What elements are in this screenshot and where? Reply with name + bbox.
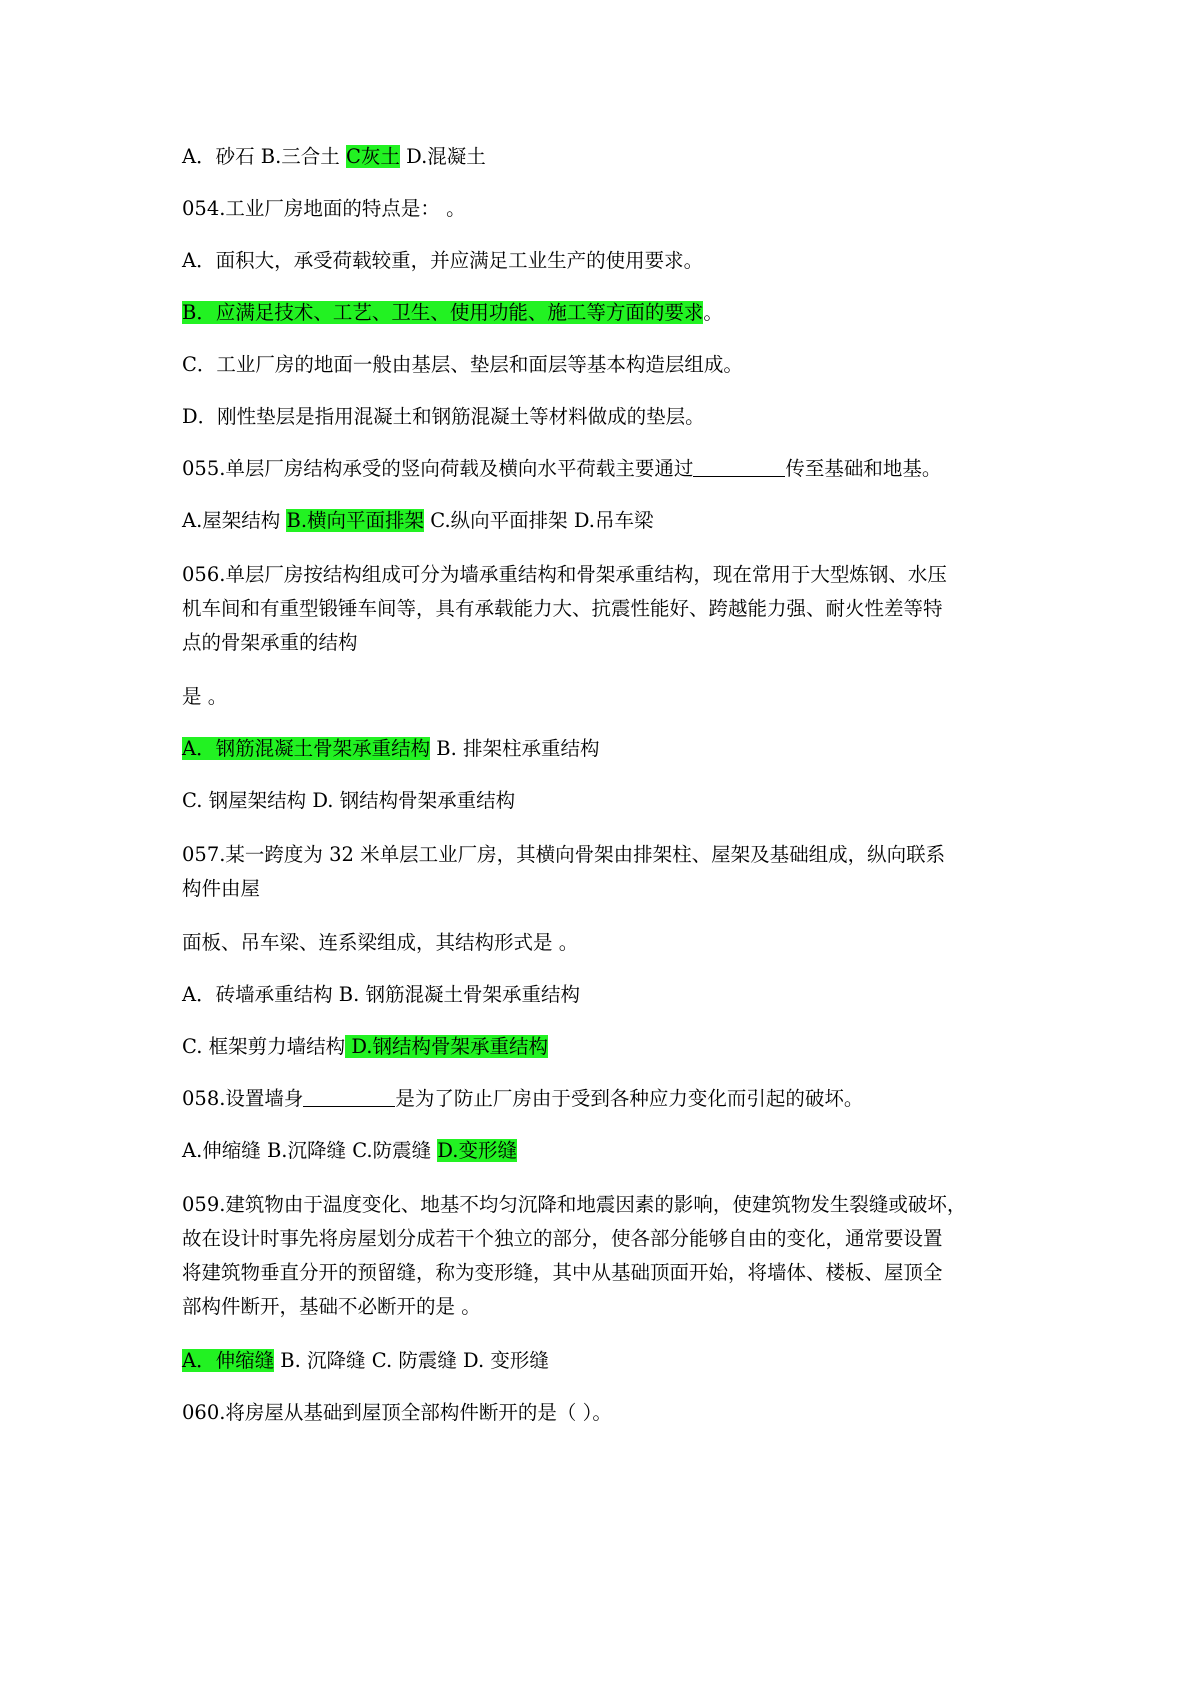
q057-option-c: C. 框架剪力墙结构 (182, 1035, 346, 1058)
q059-stem-line-3: 将建筑物垂直分开的预留缝，称为变形缝，其中从基础顶面开始，将墙体、楼板、屋顶全 (182, 1261, 943, 1284)
q059-stem-line-4: 部构件断开，基础不必断开的是 。 (182, 1295, 481, 1318)
q055-options (182, 506, 1032, 536)
q055-stem (182, 454, 1032, 484)
q053-option-d: D.混凝土 (399, 145, 486, 168)
q059-stem-line-2: 故在设计时事先将房屋划分成若干个独立的部分，使各部分能够自由的变化，通常要设置 (182, 1227, 943, 1250)
q054-option-b-answer: B．应满足技术、工艺、卫生、使用功能、施工等方面的要求 (182, 301, 704, 324)
q055-option-cd: C.纵向平面排架 D.吊车梁 (424, 509, 654, 532)
q058-stem-pre: 058.设置墙身 (182, 1087, 304, 1110)
q058-stem-post: 是为了防止厂房由于受到各种应力变化而引起的破坏。 (395, 1087, 864, 1110)
q055-stem-pre: 055.单层厂房结构承受的竖向荷载及横向水平荷载主要通过 (182, 457, 694, 480)
q057-options-cd (182, 1032, 1032, 1062)
q058-stem (182, 1084, 1032, 1114)
q057-stem-line-1: 057.某一跨度为 32 米单层工业厂房，其横向骨架由排架柱、屋架及基础组成，纵向联系 (182, 843, 946, 866)
q054-option-b-end: 。 (703, 301, 723, 324)
q056-stem-line-4: 是 。 (182, 685, 228, 708)
q057-option-d-answer: D.钢结构骨架承重结构 (345, 1035, 548, 1058)
q055-answer-blank (693, 456, 785, 477)
q053-options (182, 142, 1032, 172)
q059-option-bcd: B. 沉降缝 C. 防震缝 D. 变形缝 (274, 1349, 549, 1372)
q056-option-a-answer: A．钢筋混凝土骨架承重结构 (182, 737, 431, 760)
q053-option-c-answer: C灰土 (346, 145, 400, 168)
q058-options (182, 1136, 1032, 1166)
q057-stem-line-2: 构件由屋 (182, 877, 261, 900)
q056-option-b: B. 排架柱承重结构 (430, 737, 600, 760)
q054-option-b (182, 298, 1032, 328)
q055-option-b-answer: B.横向平面排架 (286, 509, 425, 532)
q056-options-cd: C. 钢屋架结构 D. 钢结构骨架承重结构 (182, 789, 516, 812)
q054-option-a: A．面积大，承受荷载较重，并应满足工业生产的使用要求。 (182, 249, 704, 272)
q058-answer-blank (303, 1086, 395, 1107)
q053-option-ab: A．砂石 B.三合土 (182, 145, 347, 168)
q054-option-c: C．工业厂房的地面一般由基层、垫层和面层等基本构造层组成。 (182, 353, 743, 376)
q060-stem: 060.将房屋从基础到屋顶全部构件断开的是（ ）。 (182, 1401, 612, 1424)
q054-option-d: D．刚性垫层是指用混凝土和钢筋混凝土等材料做成的垫层。 (182, 405, 705, 428)
q055-stem-post: 传至基础和地基。 (785, 457, 942, 480)
q056-stem-line-2: 机车间和有重型锻锤车间等，具有承载能力大、抗震性能好、跨越能力强、耐火性差等特 (182, 597, 943, 620)
document-page (182, 142, 1032, 1428)
q057-stem-line-3: 面板、吊车梁、连系梁组成，其结构形式是 。 (182, 931, 579, 954)
q055-option-a: A.屋架结构 (182, 509, 287, 532)
q056-stem-line-3: 点的骨架承重的结构 (182, 631, 358, 654)
q059-option-a-answer: A．伸缩缝 (182, 1349, 275, 1372)
q058-option-abc: A.伸缩缝 B.沉降缝 C.防震缝 (182, 1139, 438, 1162)
q054-stem: 054.工业厂房地面的特点是： 。 (182, 197, 466, 220)
q059-options (182, 1346, 1032, 1376)
q057-options-ab: A．砖墙承重结构 B. 钢筋混凝土骨架承重结构 (182, 983, 581, 1006)
q059-stem-line-1: 059.建筑物由于温度变化、地基不均匀沉降和地震因素的影响，使建筑物发生裂缝或破坏， (182, 1193, 967, 1216)
q056-stem-line-1: 056.单层厂房按结构组成可分为墙承重结构和骨架承重结构，现在常用于大型炼钢、水压 (182, 563, 947, 586)
q058-option-d-answer: D.变形缝 (437, 1139, 517, 1162)
q056-options-ab (182, 734, 1032, 764)
